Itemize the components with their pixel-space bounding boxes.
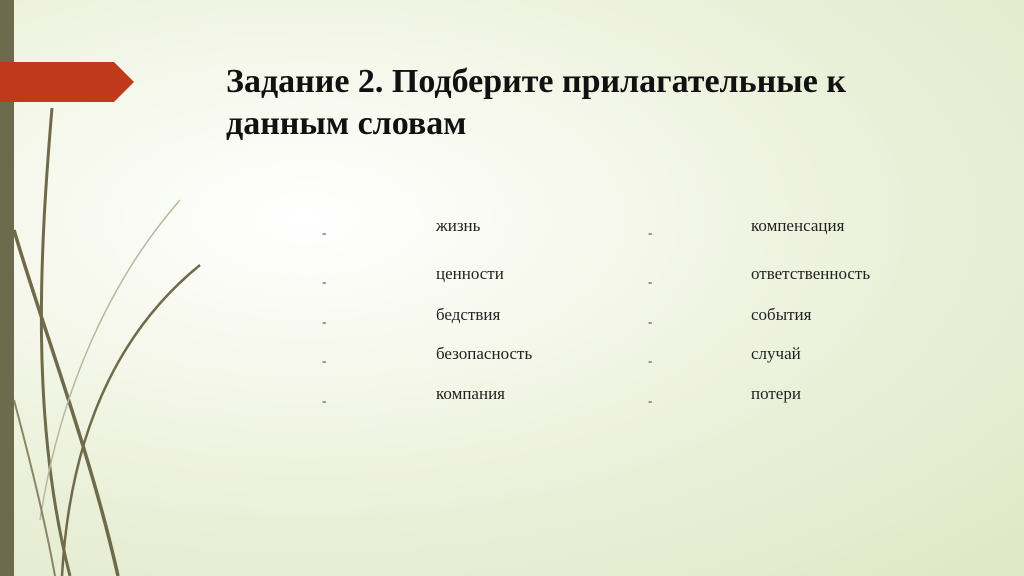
slide-title-line-2: данным словам — [226, 105, 467, 142]
title-arrow-tab — [0, 62, 134, 102]
left-word-4: безопасность — [436, 344, 533, 363]
right-dash-3: - — [648, 314, 653, 329]
right-dash-4: - — [648, 353, 653, 368]
left-word-1: жизнь — [436, 216, 481, 235]
right-word-3: события — [751, 305, 812, 324]
left-dash-3: - — [322, 314, 327, 329]
left-dash-4: - — [322, 353, 327, 368]
slide-title-line-1: Задание 2. Подберите прилагательные к — [226, 63, 846, 100]
right-dash-1: - — [648, 225, 653, 240]
left-dash-2: - — [322, 274, 327, 289]
left-word-5: компания — [436, 384, 505, 403]
left-dash-5: - — [322, 393, 327, 408]
right-word-2: ответственность — [751, 264, 871, 283]
right-word-1: компенсация — [751, 216, 845, 235]
right-dash-2: - — [648, 274, 653, 289]
right-word-4: случай — [751, 344, 801, 363]
left-dash-1: - — [322, 225, 327, 240]
left-word-2: ценности — [436, 264, 504, 283]
slide-title — [226, 61, 986, 145]
left-word-3: бедствия — [436, 305, 501, 324]
right-word-5: потери — [751, 384, 801, 403]
right-dash-5: - — [648, 393, 653, 408]
